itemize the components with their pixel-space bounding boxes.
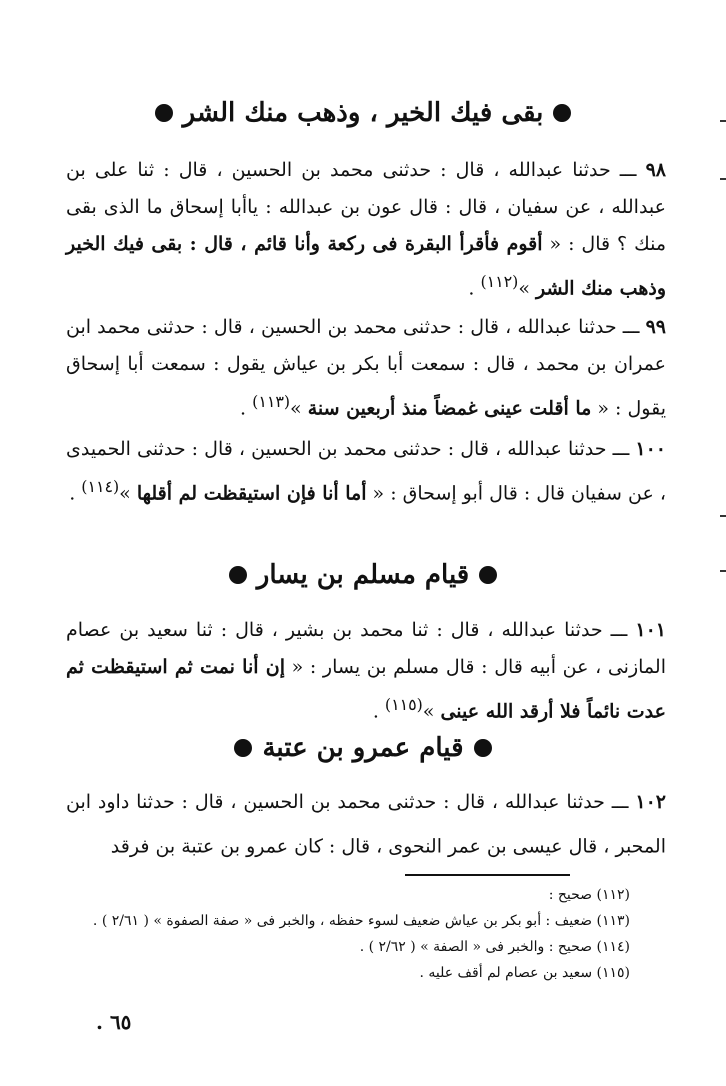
heading-text: قيام مسلم بن يسار (256, 560, 470, 590)
quote-text: أقوم فأقرأ البقرة فى ركعة وأنا قائم ، قال : بقى فيك الخير وذهب منك الشر (66, 233, 666, 300)
section-heading-1 (0, 98, 726, 128)
footnote-ref: (١١٥) (384, 695, 423, 714)
footnote-separator (405, 874, 570, 876)
paragraph-end: . (240, 397, 253, 420)
paragraph-100 (66, 431, 666, 512)
paragraph-101 (66, 612, 666, 730)
footnote-113: (١١٣) ضعيف : أبو بكر بن عياش ضعيف لسوء حفظه ، والخبر فى « صفة الصفوة » ( ٢/٦١ ) . (92, 913, 630, 929)
paragraph-number: ٩٨ (645, 159, 666, 181)
bullet-icon (553, 104, 571, 122)
footnotes (60, 882, 630, 986)
footnote-112: (١١٢) صحيح : (548, 887, 630, 903)
paragraph-number: ١٠٢ (635, 791, 666, 813)
bullet-icon (234, 739, 252, 757)
paragraph-99 (66, 309, 666, 427)
edge-mark (720, 570, 726, 572)
quote-text: أما أنا فإن استيقظت لم أقلها (136, 482, 367, 505)
section-heading-2 (0, 560, 726, 590)
bullet-icon (229, 566, 247, 584)
dash: ـــ (606, 438, 636, 460)
heading-text: قيام عمرو بن عتبة (262, 733, 464, 763)
footnote-115: (١١٥) سعيد بن عصام لم أقف عليه . (419, 965, 630, 981)
footnote-ref: (١١٤) (81, 477, 120, 496)
footnote-114: (١١٤) صحيح : والخبر فى « الصفة » ( ٢/٦٢ ) . (359, 939, 630, 955)
bullet-icon (479, 566, 497, 584)
quote-text: ما أقلت عينى غمضاً منذ أربعين سنة (307, 397, 592, 420)
paragraph-number: ١٠٠ (635, 438, 667, 460)
paragraph-text: حدثنا عبدالله ، قال : حدثنى محمد بن الحسين ، قال : حدثنا داود ابن المحبر ، قال عيسى بن عمر النحوى ، قال : كان عمرو بن عتبة بن فرقد (66, 791, 666, 858)
paragraph-number: ١٠١ (635, 619, 666, 641)
quote-close: » (290, 397, 308, 420)
dash: ـــ (602, 619, 636, 641)
edge-mark (720, 120, 726, 122)
section-heading-3 (0, 733, 726, 763)
paragraph-number: ٩٩ (645, 316, 666, 338)
heading-text: بقى فيك الخير ، وذهب منك الشر (182, 98, 544, 128)
quote-close: » (422, 700, 441, 723)
dash: ـــ (616, 316, 646, 338)
edge-mark (720, 515, 726, 517)
paragraph-text: حدثنا عبدالله ، قال : حدثنى محمد بن الحسين ، قال : حدثنى الحميدى ، عن سفيان قال : قال أبو إسحاق : « (66, 438, 666, 505)
page-number: . ٦٥ (96, 1010, 132, 1034)
paragraph-text: حدثنا عبدالله ، قال : حدثنى محمد بن الحسين ، قال : حدثنى محمد ابن عمران بن محمد ، قال : سمعت أبا بكر بن عياش يقول : سمعت أبا إسحاق يقول : « (66, 316, 666, 420)
paragraph-text: حدثنا عبدالله ، قال : حدثنى محمد بن الحسين ، قال : ثنا على بن عبدالله ، عن سفيان ، قال : قال عون بن عبدالله : ياأبا إسحاق ما الذى بقى منك ؟ قال : « (66, 159, 666, 255)
paragraph-end: . (372, 700, 385, 723)
quote-close: » (119, 482, 137, 505)
paragraph-text: حدثنا عبدالله ، قال : ثنا محمد بن بشير ، قال : ثنا سعيد بن عصام المازنى ، عن أبيه قال : قال مسلم بن يسار : « (66, 619, 666, 678)
footnote-ref: (١١٣) (252, 392, 291, 411)
paragraph-end: . (69, 482, 82, 505)
paragraph-end: . (468, 277, 481, 300)
dash: ـــ (604, 791, 636, 813)
dash: ـــ (610, 159, 646, 181)
edge-mark (720, 178, 726, 180)
paragraph-98 (66, 152, 666, 307)
bullet-icon (474, 739, 492, 757)
quote-text: إن أنا نمت ثم استيقظت ثم عدت نائماً فلا أرقد الله عينى (66, 656, 666, 723)
paragraph-102 (66, 784, 666, 865)
footnote-ref: (١١٢) (480, 272, 519, 291)
bullet-icon (155, 104, 173, 122)
quote-close: » (518, 277, 537, 300)
edge-marks (720, 0, 726, 1086)
